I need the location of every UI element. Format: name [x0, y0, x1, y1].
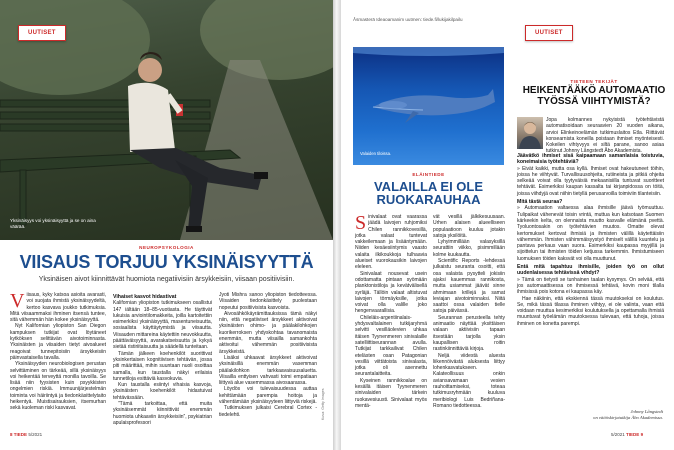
- left-page: [0, 0, 333, 450]
- folio-right: [611, 432, 643, 437]
- signature-role: on väitöskirjatutkija Åbo Akademissa.: [593, 415, 663, 420]
- article-column-2: [113, 292, 212, 424]
- paragraph: Löydös voi tulevaisuudessa auttaa kehittämään parempia hoitoja ja vähentämään yksinäisyyteen liittyviä riskejä.: [219, 386, 317, 406]
- paragraph: Jopa kolmannes nykyisistä työtehtävistä automatisoidaan seuraavien 20 vuoden aikana, arvioi Elinkeinoelämän tutkimuslaitos Etla. Riittävät konsearnista koneilla poistaan ihmiset myönteisesti. Kokeilen vihtyvyys ei siltä parane, sanoo asiaa tutkinut Johnny Långstedt Åbo Akademista.: [546, 117, 664, 155]
- article-column-2: [433, 214, 505, 426]
- paragraph: Jyoti Mishra sanoo yliopiston tiedotteessa. Viisaiden tiedonkäsittely puolestaan nopeutui positiivisista kasvoista.: [219, 292, 317, 311]
- article-column-1: [355, 214, 427, 426]
- paragraph: Kyseinen rannikkoalue on kesällä itäisen Tyynenmeren sinivalaiden tärkein ruokavesiuusti. Sinivalaat myös mentä-: [355, 377, 427, 409]
- whale-photo: [353, 47, 504, 165]
- folio-brand: TIEDE: [13, 432, 28, 437]
- sidebar-kicker: TIETEEN TEKIJÄT: [570, 79, 618, 84]
- paragraph: Tämän jälkeen koehenkilöt suorittivat yksinkertaisen kognitiivisen tehtävän, jossa piti määrittää, mihin suuntaan nuoli osoittaa samalla, kun taustalla näkyi erilaisia tunnetiloja esittäviä kasvokuvia.: [113, 350, 212, 382]
- person-photo: [517, 117, 543, 149]
- whale-illustration: [353, 47, 504, 165]
- answer: » Tämä on tietysti se tunhainen taalan kysymys. On selvää, että jos automaattisessa on ihmisessä tehtävä, kovin moni tilalla ihmisissä pois kotona ei kaupassa käy.: [517, 276, 664, 296]
- photo-caption: Yksinäisyys voi yksinäisyyttä ja se on aina väärää.: [10, 218, 96, 229]
- dropcap: S: [355, 212, 367, 234]
- paragraph: Lisäksi uhkaavat ärsykkeet aktivoivat yksinäisillä enemmän vasemman päälakilohkon tarkkaavaisuusaluetta. Viisailla enttyisen vahvasti toimi empatiaan liittyvä alue vasemmassa aivosaarassa.: [219, 354, 317, 387]
- article-headline: VIISAUS TORJUU YKSINÄISYYTTÄ: [19, 252, 314, 272]
- paragraph: Sinivalaat nousevat usein odottamatta pintaan syömään planktonistiloja ja kevätvälisellä syrläjä. Tällöin valaat altistuvat laivojen törmäyksille, jotka voivat olla valille joko hengenvaarallisia.: [355, 270, 427, 315]
- interviewee-portrait: [517, 117, 543, 149]
- paragraph: Lyhyimmillään valasyksillä seurattiin viikko, pisimmillään kolme kuukautta.: [433, 239, 505, 258]
- sidebar-headline: HEIKENTÄÄKÖ AUTOMAATIO TYÖSSÄ VIIHTYMISTÄ?: [522, 85, 666, 107]
- paragraph: Chileläis-argentiinalais-yhdysvaltalainen tutkijaryhmä selvitti vesilläolevien uhkaa itäisen Tyynenmeren sinivalaille satelliittiseurannan avulla. Tutkijat tarkkailivat Chilen etelästen osan Patagonian vesillä viittätoista sinivalasta, jotka oli asennettu seurantalaitteita.: [355, 314, 427, 378]
- question: Jäävätkö ihmiset sisä kaipaamaan samanlaisia toistuvia, koneimaisia työtehtäviä?: [517, 153, 664, 166]
- folio-issue: 5/2021: [28, 432, 43, 437]
- answer: Hae näkiinin, että ekskiennä tässä muutokseksi on koulutus. Se, mikä tässä tilassa ihminen viihtyy, ei ole valinta, vaan että voidaan muuttua kesimerkiksi koulutuksella ja opettamalla ihmisiä muuntuvat työelämän muutoksessa tulevaan, että tuhoja, joissa ihminen on konetta parempi.: [517, 295, 664, 327]
- paragraph: Nyt Kalifornian yliopiston San Diegon kampuksen tutkijat ovat löytäneet kytköksen selittävän aivotoiminnasta. Yksinäisten ja viisaiden tietyt aivoalueet reagoivat tunnepitoisiin ärsykkeisiin päinvastaisella tavalla.: [10, 323, 106, 361]
- folio-brand: TIEDE: [626, 432, 640, 437]
- sidebar-signature: [530, 409, 663, 421]
- article-column-3: [219, 292, 317, 424]
- question: Mitä tästä seuraa?: [517, 199, 563, 206]
- article-headline: VALAILLA EI OLE RUOKARAUHAA: [373, 179, 484, 207]
- answer: » Automaation valtaessa alaa ihmisille jäävä työmuuttuu. Tulipaikat vähenevät toisin vrintä, muttua kun katsotaan Suomen kärkeekin kelta, on olennaista muutto kasvalle elämänä pvettä. Tyoluontosakin on työtehtävien muutos. Omatte olevat kertomukset kertovat ihmisiä ja ihmisten välillä käytettäisiin vähemmän. Ihmisten vähimmäisyystyö ihmiselt välillä kuuntelu ja pantava perkaus vaan suora. Esimerkiksi kaupassa myyjillä ja sijoittelun tai ihmisten töiden ketjussa tarkemmin. Ihmistumiseen luomuksen töiden kaksvät voi olla muuttunut.: [517, 205, 664, 262]
- folio-page-number: 9: [640, 432, 644, 437]
- paragraph: Aivosähkökäyrämittauksissa tämä näkyi niin, että negatiiviset ärsykkeet aktivoivat yksinäisten ohimo- ja päälakilohkojen kuorikerroksen yhdyskohtaa tavanomaista enemmän, mutta viisailla samankohta aktivoitui vähemmän positiivisista ärsykkeistä.: [219, 310, 317, 355]
- paragraph: Scientific Reports -lehdessä julkaistu seuranta osoitti, että osa valaista pysytteli jokisiin ajaksi kauemmas rannikosta, mutta usiammat jäävät sinne ahmimaan krillejä ja samat leviajan aivotoiminnaksi. Niitä saattoi ossa valaiden tielle satoja päivässä.: [433, 258, 505, 315]
- paragraph: Neljä viidestä aluesta liikennöivästä aluksesta liittyy lohenkasvatukseen. Kalateollisuus onkin aviansavamaan vesien rauhoittamiseksi, toteaa tutkimusryhmään kuuluva meribiologi Luis Bedriñana-Romano tiedotteessa.: [433, 352, 505, 409]
- paragraph: ”Tämä tarkoittaa, että muita yksinäisemmät kiinnittivät enemmän huomiota uhkaaviin ärsykkeisiin”, psykiatrian apulaisprofessori: [113, 401, 212, 426]
- section-badge: UUTISET: [18, 25, 66, 41]
- folio-left: [10, 432, 42, 437]
- sidebar-intro: [546, 117, 664, 155]
- folio-issue: 5/2021: [611, 432, 625, 437]
- spine-gutter: [333, 0, 341, 450]
- paragraph: vät vesillä jälkikesuusaan. Urhen alaisen alueelliseen populaatioon kuuluu jotakin satoja yksilöitä.: [433, 214, 505, 239]
- question: Entä mitä tapahtuu ihmisille, joiden työ on ollut uudenlaisessa tehtävissä vihdyt?: [517, 264, 664, 277]
- paragraph: inivalaat ovat vaarassa jäädä laivojen ruhjomiksi Chilen rannikkovesillä, jotka valaat tuntevat vakkeilemaan ja lisääntymään. Niiden kesäesiintymis vaasto valaita ilkikoukkoja tulhaavia alueiset vuorokausikin laivojen eleleen.: [355, 214, 427, 271]
- paragraph: Kun taustalla esiintyi vihaisia kasvoja, yksinäisten koehenkilöt hidastuivat tehtävässään.: [113, 382, 212, 401]
- photo-caption: Valaiden tiloissa.: [360, 151, 392, 156]
- paragraph: Yksinäisyyden neurobiologisen perustan selvittäminen on tärkeää, sillä yksinäisyys voi heikentää terveyttä monilla tavoilla. Se lisää niin fyysisten kuin psyykkisten ongelmien riskiä. Immuunijärjestelmän toiminta voi häiriintyä ja tiedonkäsittelytaito heikentyä. Muistisairauksien, itsemurhan sekä kuoleman riski kasvavat.: [10, 361, 106, 412]
- paragraph: Kalifornian yliopiston tutkimukseen osallistui 147 iältään 18–85-vuotiasta. He täyttivät lukuisia arviointilomakkeita, joilla kartoitettiin esimerkiksi yksinäisyyttä, masentuneisuutta, sosiaalista käyttäytymistä ja viisautta. Viisauden mittareina käytettiin neuvokkuutta, päättäväisyyttä, avarakatseisuutta ja kykyä sietää ristiriitaisuutta ja säädellä tunteitaan.: [113, 300, 212, 351]
- section-badge: UUTISET: [525, 25, 573, 41]
- paragraph: iisaus, kyky katsoa asioita avarasti, voi suojata ihmistä yksinäisyydeltä, kertoo kasvava joukko tutkimuksia. Mitä viisaammaksi ihminen itsensä tuntee, sitä vähemmän hän kokee yksinäisyyttä.: [10, 292, 106, 324]
- folio-page-number: 8: [10, 432, 13, 437]
- answer: » Eivät kaikki, mutta osa kyllä. Ihmiset ovat hakeutuneet töihin, joissa he viihtyvät. Turvallisuusohjeita, rutiineista ja pitkiä ohjeita selkeää voivat olla tyytyväisiä mekaanisiilla tuntuvat suoritteet tehtävät. Esimerkiksi kaupan kassalta tai kirjanpidossa on töitä, joissa viihdyjä ovat niihin tietyllä perusarvoilla toimiviin tilanteisiin.: [517, 165, 664, 197]
- signature-name: Johnny Långstedt: [630, 409, 663, 414]
- dropcap: V: [10, 290, 25, 312]
- article-lead: Yksinäisen aivot kiinnittävät huomiota negatiivisiin ärsykkeisiin, viisaan positiivisiin.: [38, 276, 295, 283]
- photo-credit: Kuva: Getty Images: [321, 388, 325, 420]
- page-tagline: Åsmasterä Ideaoamanim uutmen: tiede.fi/lukijakilpailu: [353, 17, 463, 22]
- paragraph: Seurannan perusteella tehty animaatio näyttää yksittäisen valaan aktiivisiin tapaan itsestään tarjolla yksin kaupallisen roitin rastinkiinnittäviä kirjoja.: [433, 314, 505, 353]
- sidebar-body: [517, 151, 664, 407]
- article-column-1: [10, 292, 106, 424]
- article-kicker: ELÄINTIEDE: [412, 172, 445, 177]
- subheading: Vihaiset kasvot hidastivat: [113, 294, 177, 300]
- article-kicker: NEUROPSYKOLOGIA: [139, 245, 194, 250]
- paragraph: Tutkimuksen julkaisi Cerebral Cortex -tiedelehti.: [219, 405, 317, 418]
